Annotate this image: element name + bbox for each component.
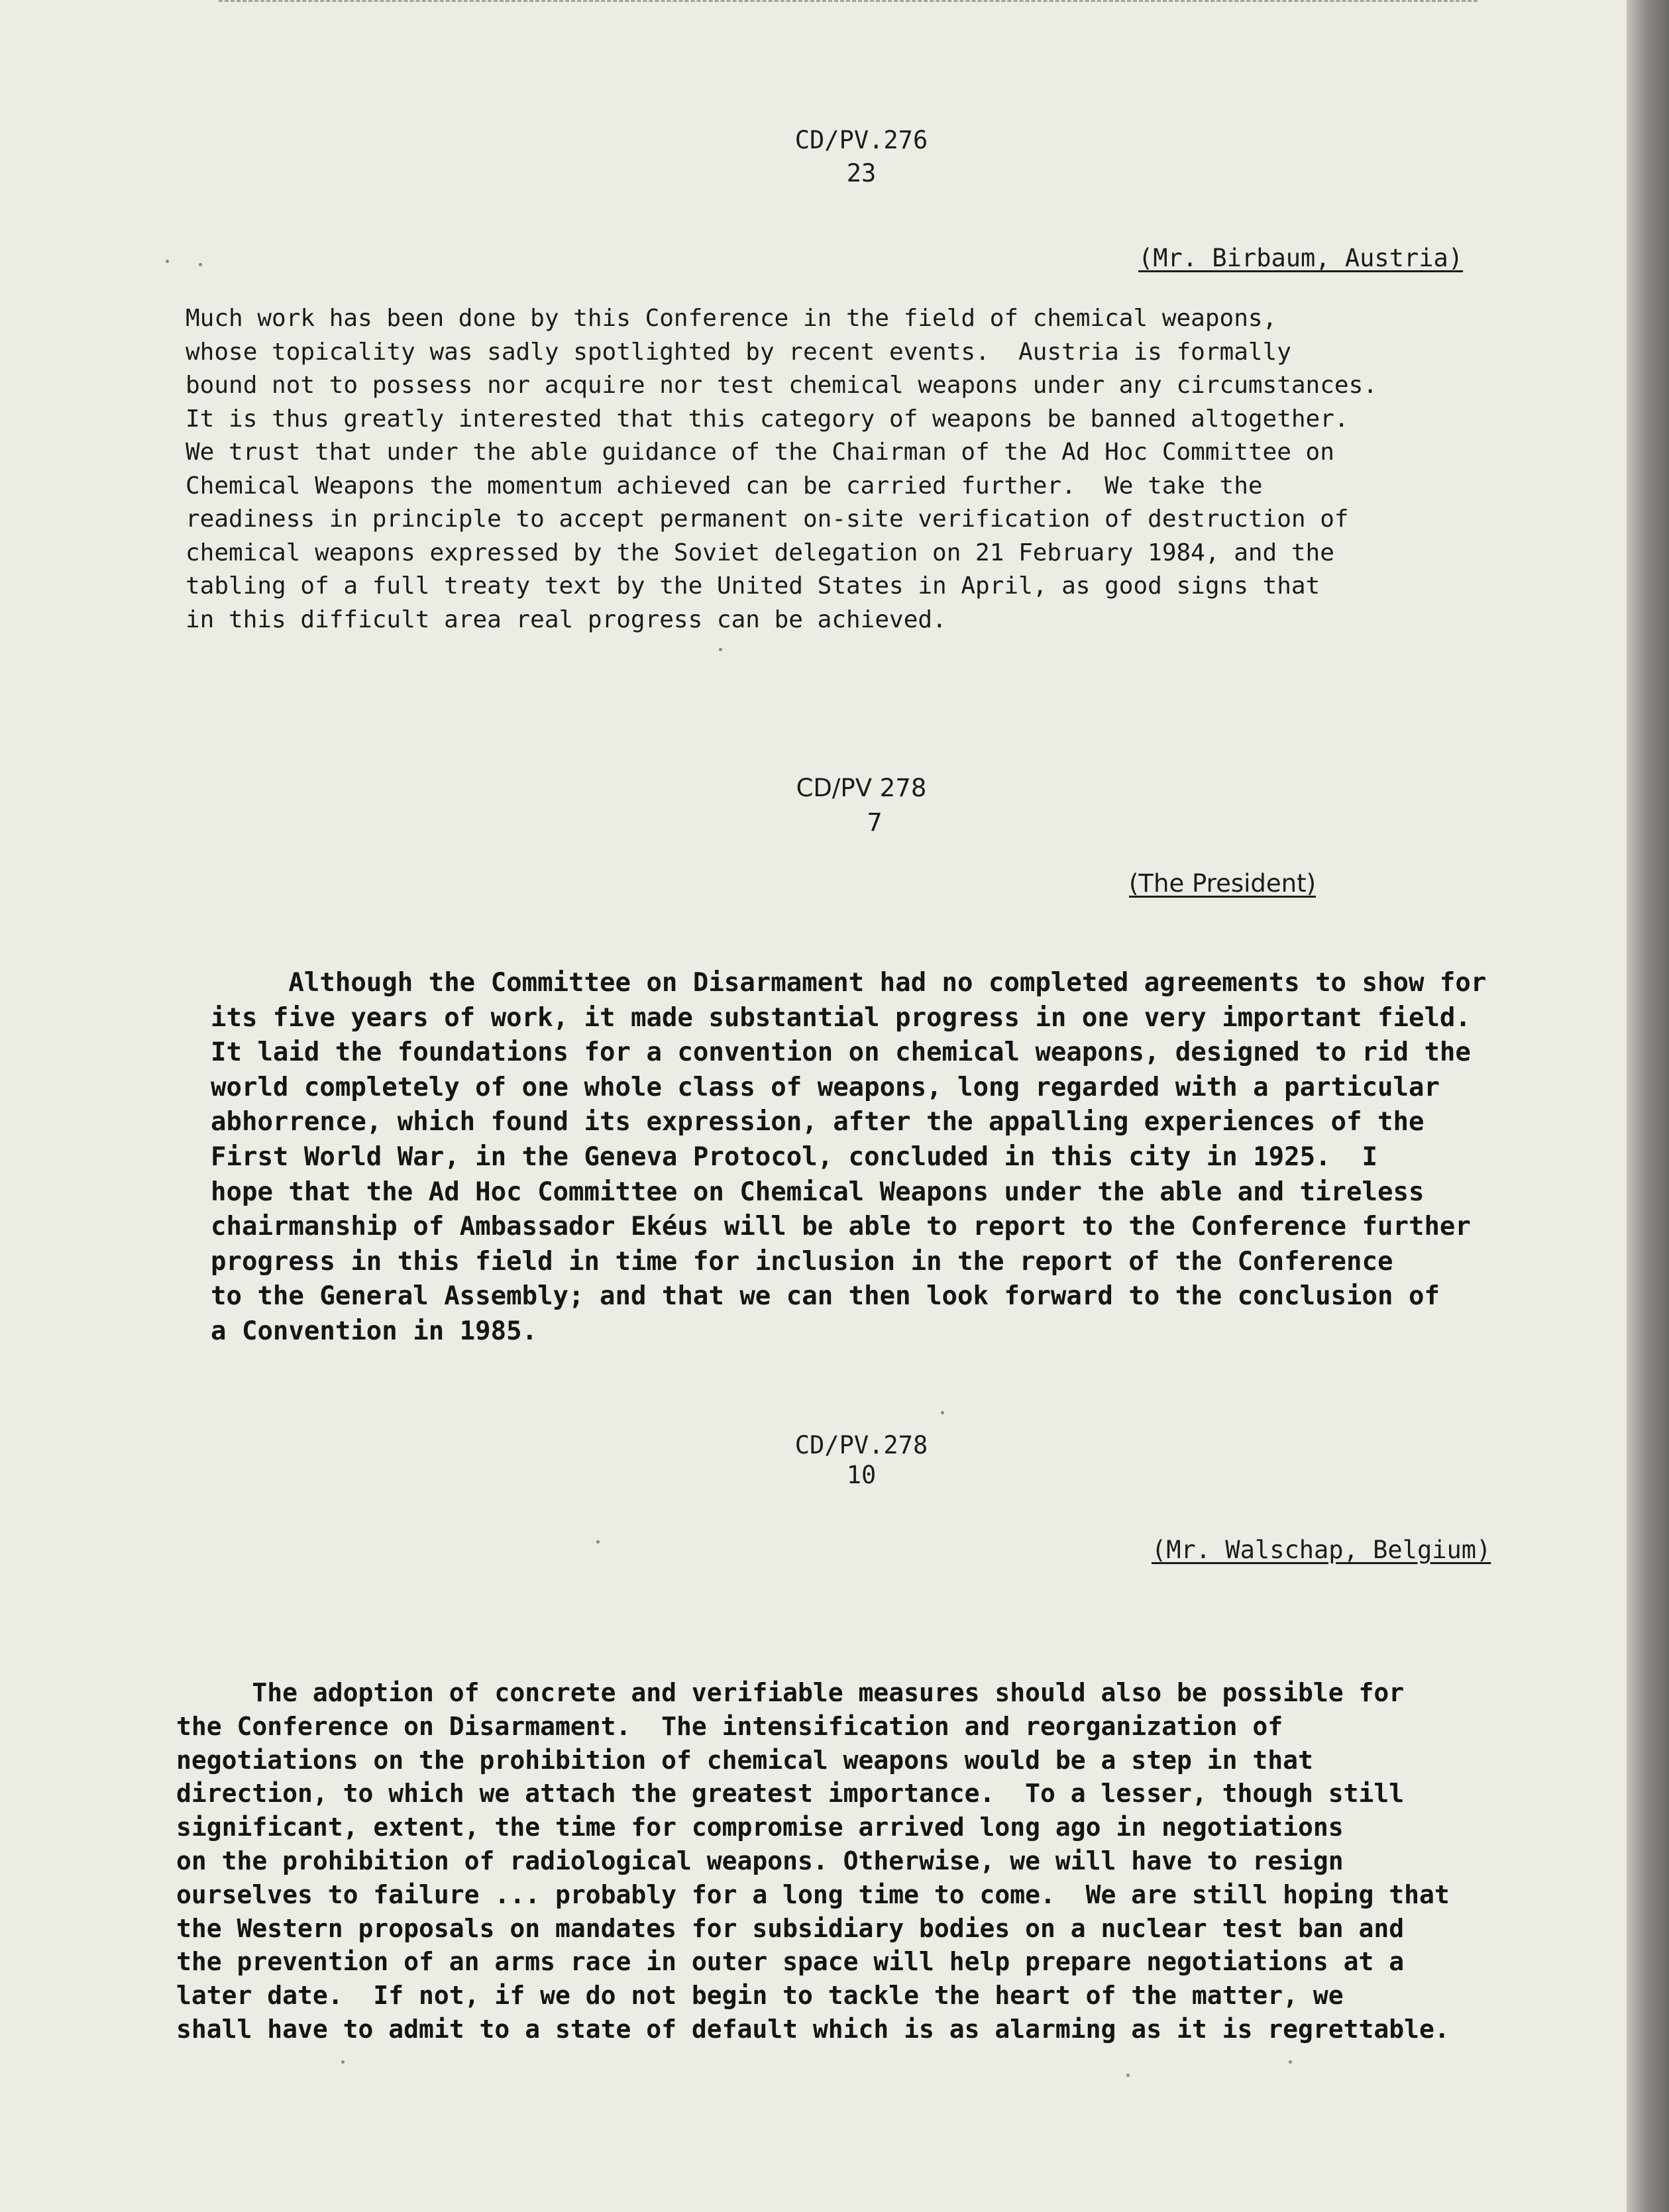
scan-speck — [941, 1411, 944, 1414]
statement-paragraph: The adoption of concrete and verifiable measures should also be possible for the Conference on Disarmament. The intensification and reorganization of negotiations on the prohibition of chemical weapons would be a step in that direction, to which we attach the greatest importance. To a lesser, though still significant, extent, the time for compromise arrived long ago in negotiations on the prohibition of radiological weapons. Otherwise, we will have to resign ourselves to failure ... probably for a long time to come. We are still hoping that the Western proposals on mandates for subsidiary bodies on a nuclear test ban and the prevention of an arms race in outer space will help prepare negotiations at a later date. If not, if we do not begin to tackle the heart of the matter, we shall have to admit to a state of default which is as alarming as it is regrettable. — [176, 1678, 1450, 2044]
page-number: 7 — [867, 808, 883, 837]
scan-speck — [1289, 2060, 1292, 2064]
top-edge-scan-artifact — [219, 0, 1478, 6]
statement-paragraph: Although the Committee on Disarmament had no completed agreements to show for its five years of work, it made substantial progress in one very important field. It laid the foundations for a convention on chemical weapons, designed to rid the world completely of one whole class of weapons, long regarded with a particular abhorrence, which found its expression, after the appalling experiences of the First World War, in the Geneva Protocol, concluded in this city in 1925. I hope that the Ad Hoc Committee on Chemical Weapons under the able and tireless chairmanship of Ambassador Ekéus will be able to report to the Conference further progress in this field in time for inclusion in the report of the Conference to the General Assembly; and that we can then look forward to the conclusion of a Convention in 1985. — [211, 968, 1487, 1346]
scan-speck — [199, 263, 202, 266]
document-reference: CD/PV.278 — [794, 1431, 928, 1459]
page-edge-shadow — [1627, 0, 1669, 2212]
scan-speck — [341, 2060, 345, 2064]
document-reference: CD/PV.276 — [794, 126, 928, 154]
speaker-label: (Mr. Walschap, Belgium) — [1152, 1536, 1491, 1564]
scan-speck — [596, 1540, 600, 1544]
statement-paragraph: Much work has been done by this Conference in the field of chemical weapons, whose topicality was sadly spotlighted by recent events. Austria is formally bound not to possess nor acquire nor test chemical weapons under any circumstances. It is thus greatly interested that this category of weapons be banned altogether. We trust that under the able guidance of the Chairman of the Ad Hoc Committee on Chemical Weapons the momentum achieved can be carried further. We take the readiness in principle to accept permanent on-site verification of destruction of chemical weapons expressed by the Soviet delegation on 21 February 1984, and the tabling of a full treaty text by the United States in April, as good signs that in this difficult area real progress can be achieved. — [186, 305, 1377, 633]
document-reference: CD/PV 278 — [796, 774, 927, 802]
scan-speck — [1126, 2074, 1130, 2077]
speaker-label: (Mr. Birbaum, Austria) — [1138, 244, 1464, 272]
speaker-label: (The President) — [1129, 869, 1317, 898]
scan-speck — [166, 260, 169, 263]
scan-speck — [719, 648, 722, 651]
page-number: 10 — [846, 1461, 877, 1489]
page-number: 23 — [846, 159, 877, 187]
